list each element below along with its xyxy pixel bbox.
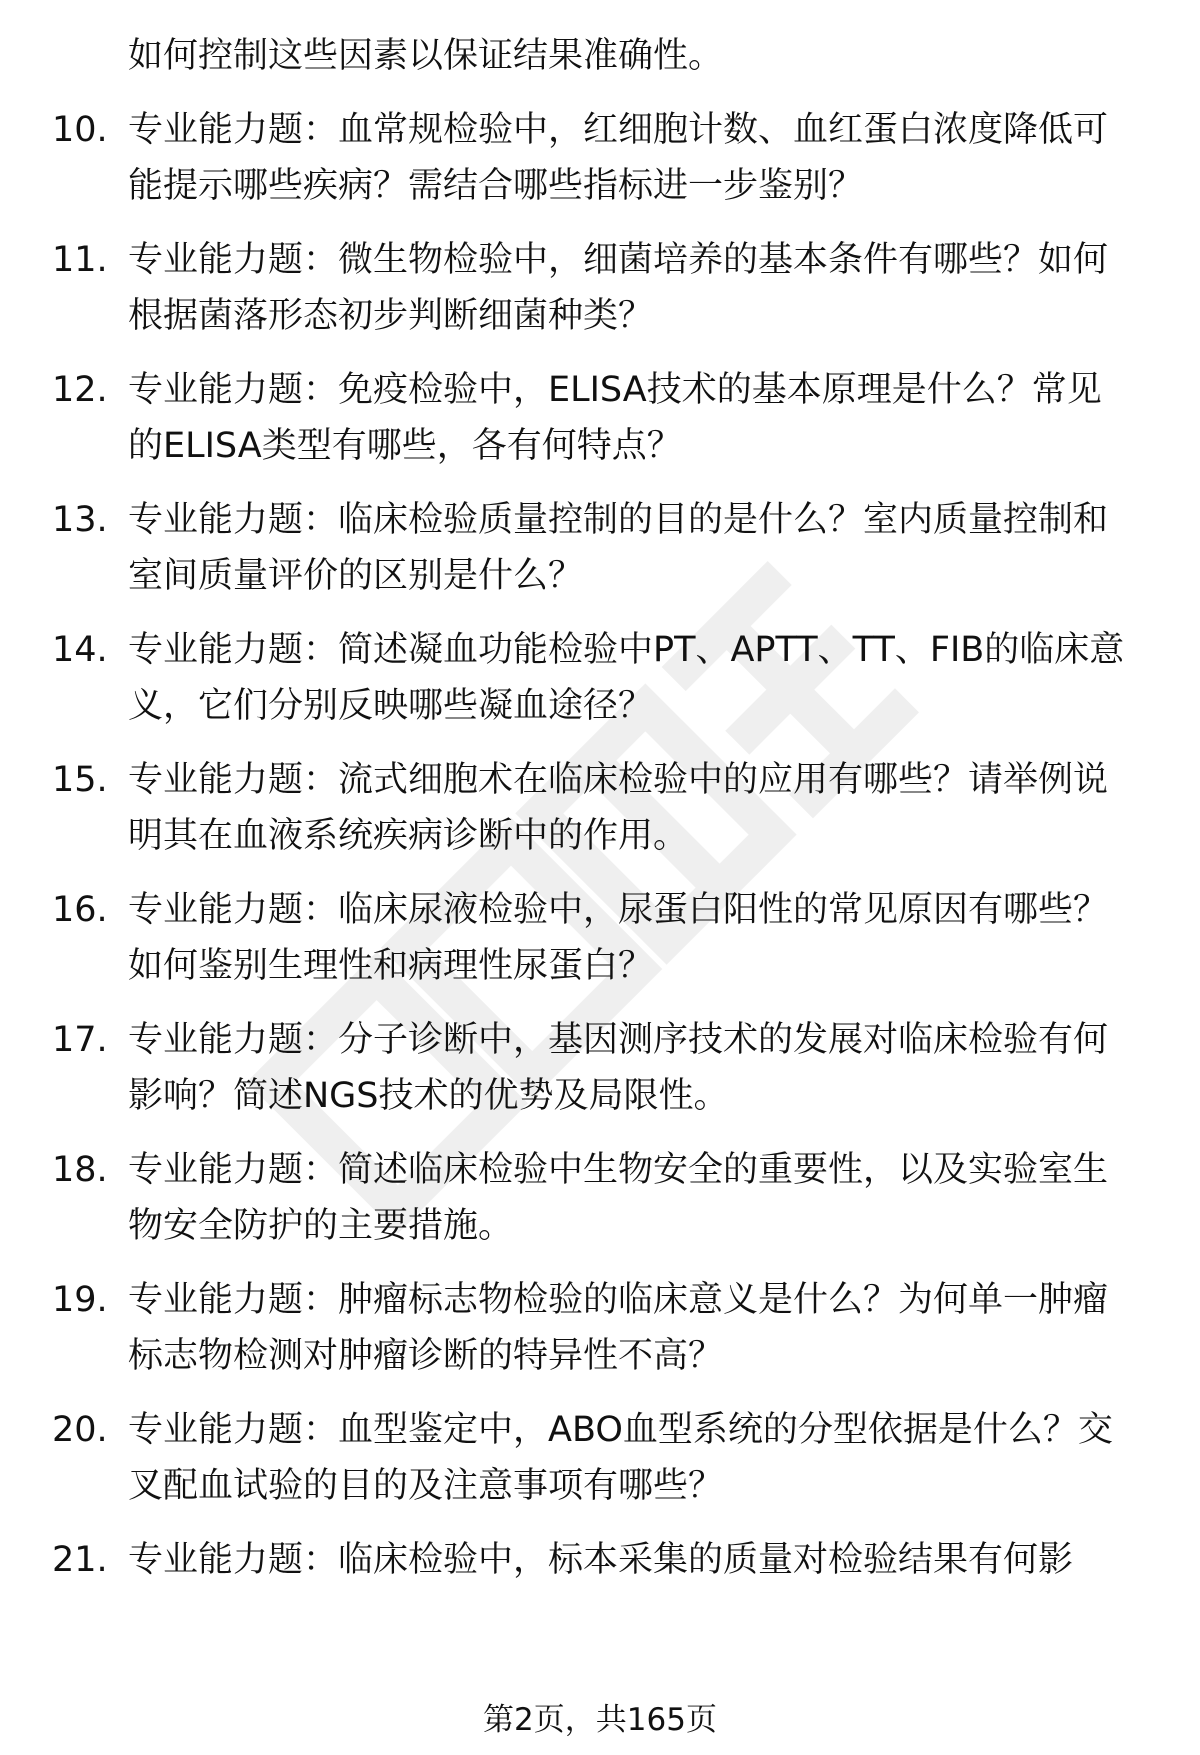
- question-text: [128, 1532, 1178, 1588]
- question-number: 12.: [52, 370, 108, 410]
- question-text: [128, 882, 1178, 994]
- question-text-line: 室间质量评价的区别是什么？: [128, 556, 584, 596]
- continuation-line: 如何控制这些因素以保证结果准确性。: [128, 36, 724, 76]
- question-text: [128, 622, 1178, 734]
- question-text-line: 专业能力题：流式细胞术在临床检验中的应用有哪些？请举例说: [128, 760, 1109, 800]
- question-text-line: 专业能力题：分子诊断中，基因测序技术的发展对临床检验有何: [128, 1020, 1109, 1060]
- question-text-line: 专业能力题：简述凝血功能检验中PT、APTT、TT、FIB的临床意: [128, 630, 1125, 670]
- question-item: [0, 1532, 1200, 1588]
- items-container: [0, 102, 1200, 1588]
- question-text-line: 影响？简述NGS技术的优势及局限性。: [128, 1076, 729, 1116]
- question-item: [0, 232, 1200, 344]
- question-number: 13.: [52, 500, 108, 540]
- question-text-line: 明其在血液系统疾病诊断中的作用。: [128, 816, 689, 856]
- question-number: 21.: [52, 1540, 108, 1580]
- question-text-line: 专业能力题：临床检验中，标本采集的质量对检验结果有何影: [128, 1540, 1074, 1580]
- question-text: [128, 232, 1178, 344]
- question-text-line: 专业能力题：免疫检验中，ELISA技术的基本原理是什么？常见: [128, 370, 1102, 410]
- question-text-line: 义，它们分别反映哪些凝血途径？: [128, 686, 654, 726]
- question-text-line: 如何鉴别生理性和病理性尿蛋白？: [128, 946, 654, 986]
- question-text-line: 专业能力题：血型鉴定中，ABO血型系统的分型依据是什么？交: [128, 1410, 1113, 1450]
- question-item: [0, 102, 1200, 214]
- question-text: [128, 1142, 1178, 1254]
- question-text: [128, 102, 1178, 214]
- page-footer: 第2页，共165页: [483, 1702, 717, 1738]
- question-number: 18.: [52, 1150, 108, 1190]
- question-text-line: 物安全防护的主要措施。: [128, 1206, 514, 1246]
- question-item: [0, 622, 1200, 734]
- question-item: [0, 882, 1200, 994]
- question-text: [128, 1272, 1178, 1384]
- question-number: 17.: [52, 1020, 108, 1060]
- question-item: [0, 1402, 1200, 1514]
- question-text-line: 叉配血试验的目的及注意事项有哪些？: [128, 1466, 724, 1506]
- question-text: [128, 1402, 1178, 1514]
- question-text: [128, 752, 1178, 864]
- question-number: 20.: [52, 1410, 108, 1450]
- question-text-line: 专业能力题：简述临床检验中生物安全的重要性，以及实验室生: [128, 1150, 1109, 1190]
- question-text-line: 根据菌落形态初步判断细菌种类？: [128, 296, 654, 336]
- question-item: [0, 1272, 1200, 1384]
- question-number: 14.: [52, 630, 108, 670]
- question-text: [128, 362, 1178, 474]
- question-number: 11.: [52, 240, 108, 280]
- question-text-line: 能提示哪些疾病？需结合哪些指标进一步鉴别？: [128, 166, 864, 206]
- question-number: 10.: [52, 110, 108, 150]
- question-item: [0, 752, 1200, 864]
- question-text: [128, 492, 1178, 604]
- question-text-line: 的ELISA类型有哪些，各有何特点？: [128, 426, 682, 466]
- question-text-line: 专业能力题：血常规检验中，红细胞计数、血红蛋白浓度降低可: [128, 110, 1109, 150]
- question-item: [0, 1012, 1200, 1124]
- question-text-line: 专业能力题：肿瘤标志物检验的临床意义是什么？为何单一肿瘤: [128, 1280, 1109, 1320]
- question-item: [0, 1142, 1200, 1254]
- question-text-line: 专业能力题：微生物检验中，细菌培养的基本条件有哪些？如何: [128, 240, 1109, 280]
- question-number: 15.: [52, 760, 108, 800]
- question-list: [0, 28, 1200, 1588]
- question-text-line: 专业能力题：临床尿液检验中，尿蛋白阳性的常见原因有哪些？: [128, 890, 1109, 930]
- question-text: [128, 1012, 1178, 1124]
- question-number: 19.: [52, 1280, 108, 1320]
- question-text-line: 标志物检测对肿瘤诊断的特异性不高？: [128, 1336, 724, 1376]
- question-item: [0, 492, 1200, 604]
- question-text-line: 专业能力题：临床检验质量控制的目的是什么？室内质量控制和: [128, 500, 1109, 540]
- question-number: 16.: [52, 890, 108, 930]
- question-item: [0, 362, 1200, 474]
